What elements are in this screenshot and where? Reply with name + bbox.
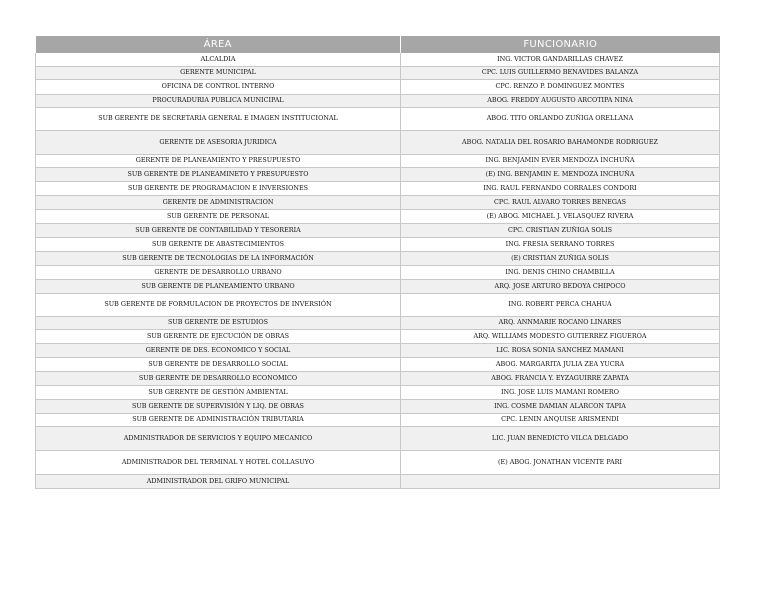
table-row <box>36 426 720 450</box>
area-cell: SUB GERENTE DE CONTABILIDAD Y TESORERIA <box>36 223 401 237</box>
funcionario-cell: ARQ. JOSE ARTURO BEDOYA CHIPOCO <box>401 279 720 293</box>
funcionario-cell: (E) ABOG. MICHAEL J. VELASQUEZ RIVERA <box>401 209 720 223</box>
area-cell: SUB GERENTE DE FORMULACION DE PROYECTOS DE INVERSIÓN <box>36 293 401 316</box>
funcionario-cell: ABOG. NATALIA DEL ROSARIO BAHAMONDE RODRIGUEZ <box>401 130 720 154</box>
table-row <box>36 265 720 279</box>
area-cell: OFICINA DE CONTROL INTERNO <box>36 79 401 94</box>
area-cell: SUB GERENTE DE ADMINISTRACIÓN TRIBUTARIA <box>36 413 401 426</box>
funcionario-cell: ING. DENIS CHINO CHAMBILLA <box>401 265 720 279</box>
header-area: ÁREA <box>36 36 401 53</box>
funcionario-cell: ING. JOSE LUIS MAMANI ROMERO <box>401 385 720 399</box>
staff-table-container <box>35 36 719 489</box>
area-cell: SUB GERENTE DE EJECUCIÓN DE OBRAS <box>36 329 401 343</box>
area-cell: GERENTE MUNICIPAL <box>36 66 401 79</box>
area-cell: SUB GERENTE DE SECRETARIA GENERAL E IMAGEN INSTITUCIONAL <box>36 107 401 130</box>
area-cell: PROCURADURIA PUBLICA MUNICIPAL <box>36 94 401 107</box>
funcionario-cell: ABOG. FRANCIA Y. EYZAGUIRRE ZAPATA <box>401 371 720 385</box>
funcionario-cell: LIC. JUAN BENEDICTO VILCA DELGADO <box>401 426 720 450</box>
area-cell: SUB GERENTE DE PLANEAMIENTO URBANO <box>36 279 401 293</box>
table-row <box>36 357 720 371</box>
table-row <box>36 154 720 167</box>
funcionario-cell: ING. FRESIA SERRANO TORRES <box>401 237 720 251</box>
funcionario-cell: ABOG. MARGARITA JULIA ZEA YUCRA <box>401 357 720 371</box>
area-cell: SUB GERENTE DE SUPERVISIÓN Y LIQ. DE OBRAS <box>36 399 401 413</box>
funcionario-cell: CPC. LENIN ANQUISE ARISMENDI <box>401 413 720 426</box>
table-row <box>36 79 720 94</box>
funcionario-cell: ARQ. WILLIAMS MODESTO GUTIERREZ FIGUEROA <box>401 329 720 343</box>
table-row <box>36 251 720 265</box>
area-cell: ADMINISTRADOR DEL TERMINAL Y HOTEL COLLASUYO <box>36 450 401 474</box>
area-cell: ALCALDIA <box>36 53 401 66</box>
table-row <box>36 167 720 181</box>
funcionario-cell: ING. RAUL FERNANDO CORRALES CONDORI <box>401 181 720 195</box>
funcionario-cell: CPC. RENZO P. DOMINGUEZ MONTES <box>401 79 720 94</box>
table-row <box>36 223 720 237</box>
area-cell: GERENTE DE ADMINISTRACION <box>36 195 401 209</box>
funcionario-cell: (E) ABOG. JONATHAN VICENTE PARI <box>401 450 720 474</box>
table-row <box>36 279 720 293</box>
funcionario-cell: ING. COSME DAMIAN ALARCON TAPIA <box>401 399 720 413</box>
table-row <box>36 209 720 223</box>
table-row <box>36 107 720 130</box>
funcionario-cell: ING. BENJAMIN EVER MENDOZA INCHUÑA <box>401 154 720 167</box>
table-row <box>36 450 720 474</box>
funcionario-cell: ARQ. ANNMARIE ROCANO LINARES <box>401 316 720 329</box>
table-header-row <box>36 36 720 53</box>
table-row <box>36 53 720 66</box>
funcionario-cell: (E) CRISTIAN ZUÑIGA SOLIS <box>401 251 720 265</box>
area-cell: SUB GERENTE DE PROGRAMACION E INVERSIONES <box>36 181 401 195</box>
area-cell: SUB GERENTE DE PERSONAL <box>36 209 401 223</box>
area-cell: SUB GERENTE DE ABASTECIMIENTOS <box>36 237 401 251</box>
area-cell: SUB GERENTE DE TECNOLOGIAS DE LA INFORMACIÓN <box>36 251 401 265</box>
funcionario-cell: ABOG. TITO ORLANDO ZUÑIGA ORELLANA <box>401 107 720 130</box>
table-row <box>36 293 720 316</box>
table-row <box>36 237 720 251</box>
area-cell: ADMINISTRADOR DEL GRIFO MUNICIPAL <box>36 474 401 488</box>
table-row <box>36 474 720 488</box>
area-cell: SUB GERENTE DE GESTIÓN AMBIENTAL <box>36 385 401 399</box>
table-row <box>36 181 720 195</box>
funcionario-cell: CPC. RAUL ALVARO TORRES BENEGAS <box>401 195 720 209</box>
area-cell: SUB GERENTE DE DESARROLLO ECONOMICO <box>36 371 401 385</box>
table-row <box>36 329 720 343</box>
table-row <box>36 94 720 107</box>
funcionario-cell: LIC. ROSA SONIA SANCHEZ MAMANI <box>401 343 720 357</box>
area-cell: GERENTE DE PLANEAMIENTO Y PRESUPUESTO <box>36 154 401 167</box>
funcionario-cell: CPC. LUIS GUILLERMO BENAVIDES BALANZA <box>401 66 720 79</box>
funcionario-cell: (E) ING. BENJAMIN E. MENDOZA INCHUÑA <box>401 167 720 181</box>
table-row <box>36 399 720 413</box>
staff-table <box>35 36 720 489</box>
area-cell: GERENTE DE DESARROLLO URBANO <box>36 265 401 279</box>
table-row <box>36 130 720 154</box>
funcionario-cell: ABOG. FREDDY AUGUSTO ARCOTIPA NINA <box>401 94 720 107</box>
funcionario-cell: ING. VICTOR GANDARILLAS CHAVEZ <box>401 53 720 66</box>
area-cell: ADMINISTRADOR DE SERVICIOS Y EQUIPO MECANICO <box>36 426 401 450</box>
table-row <box>36 413 720 426</box>
header-funcionario: FUNCIONARIO <box>401 36 720 53</box>
area-cell: SUB GERENTE DE PLANEAMINETO Y PRESUPUESTO <box>36 167 401 181</box>
table-row <box>36 316 720 329</box>
area-cell: SUB GERENTE DE ESTUDIOS <box>36 316 401 329</box>
area-cell: SUB GERENTE DE DESARROLLO SOCIAL <box>36 357 401 371</box>
table-row <box>36 343 720 357</box>
area-cell: GERENTE DE DES. ECONOMICO Y SOCIAL <box>36 343 401 357</box>
table-row <box>36 371 720 385</box>
table-row <box>36 66 720 79</box>
funcionario-cell: ING. ROBERT PERCA CHAHUA <box>401 293 720 316</box>
area-cell: GERENTE DE ASESORIA JURIDICA <box>36 130 401 154</box>
table-row <box>36 385 720 399</box>
funcionario-cell <box>401 474 720 488</box>
table-row <box>36 195 720 209</box>
funcionario-cell: CPC. CRISTIAN ZUÑIGA SOLIS <box>401 223 720 237</box>
